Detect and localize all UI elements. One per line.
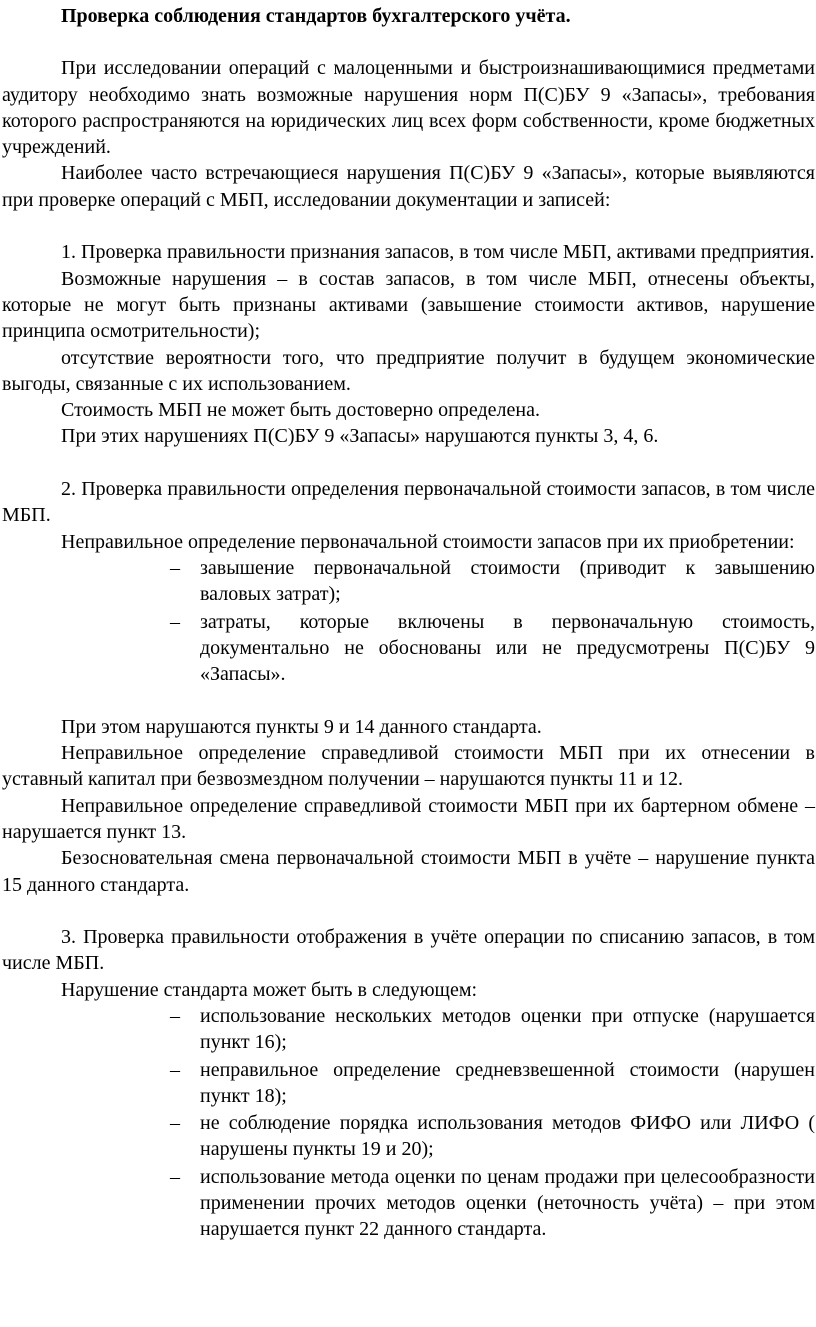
- section-1-paragraph: отсутствие вероятности того, что предприятие получит в будущем экономические выгоды, связанные с их использованием.: [2, 346, 815, 395]
- dash-bullet-icon: –: [170, 1058, 180, 1081]
- intro-paragraph-2: Наиболее часто встречающиеся нарушения П(С)БУ 9 «Запасы», которые выявляются при проверке операций с МБП, исследовании документации и записей:: [2, 162, 815, 211]
- section-1-paragraph: Возможные нарушения – в состав запасов, в том числе МБП, отнесены объекты, которые не могут быть признаны активами (завышение стоимости активов, нарушение принципа осмотрительности);: [2, 267, 815, 343]
- dash-bullet-icon: –: [170, 1112, 180, 1135]
- section-3-heading: 3. Проверка правильности отображения в учёте операции по списанию запасов, в том числе МБП.: [2, 926, 815, 975]
- section-1-heading: 1. Проверка правильности признания запасов, в том числе МБП, активами предприятия.: [61, 241, 815, 264]
- list-item-text: не соблюдение порядка использования методов ФИФО или ЛИФО ( нарушены пункты 19 и 20);: [200, 1112, 815, 1161]
- list-item-text: затраты, которые включены в первоначальную стоимость, документально не обоснованы или не предусмотрены П(С)БУ 9 «Запасы».: [200, 610, 815, 686]
- section-3-lead: Нарушение стандарта может быть в следующем:: [61, 978, 478, 1001]
- list-item-text: использование нескольких методов оценки при отпуске (нарушается пункт 16);: [200, 1004, 815, 1054]
- list-item: [170, 555, 815, 608]
- list-item: [170, 1110, 815, 1163]
- list-item-text: неправильное определение средневзвешенной стоимости (нарушен пункт 18);: [200, 1058, 815, 1107]
- section-1-paragraph: При этих нарушениях П(С)БУ 9 «Запасы» нарушаются пункты 3, 4, 6.: [61, 425, 659, 448]
- section-2-heading: 2. Проверка правильности определения первоначальной стоимости запасов, в том числе МБП.: [2, 478, 815, 527]
- list-item: [170, 1003, 815, 1056]
- dash-bullet-icon: –: [170, 556, 180, 579]
- section-2-list: [2, 555, 815, 687]
- list-item: [170, 1164, 815, 1243]
- spacer: [2, 213, 815, 239]
- spacer: [2, 898, 815, 924]
- list-item: [170, 1057, 815, 1110]
- section-2-paragraph: Безосновательная смена первоначальной стоимости МБП в учёте – нарушение пункта 15 данного стандарта.: [2, 847, 815, 896]
- section-2-lead: Неправильное определение первоначальной стоимости запасов при их приобретении:: [61, 530, 795, 553]
- section-2-paragraph: При этом нарушаются пункты 9 и 14 данного стандарта.: [61, 715, 542, 738]
- document-page: [2, 3, 815, 1243]
- list-item-text: использование метода оценки по ценам продажи при целесообразности применении прочих методов оценки (неточность учёта) – при этом нарушается пункт 22 данного стандарта.: [200, 1165, 815, 1241]
- section-1-paragraph: Стоимость МБП не может быть достоверно определена.: [61, 399, 540, 422]
- spacer: [2, 450, 815, 476]
- spacer: [2, 687, 815, 713]
- dash-bullet-icon: –: [170, 610, 180, 633]
- dash-bullet-icon: –: [170, 1004, 180, 1027]
- document-title: Проверка соблюдения стандартов бухгалтерского учёта.: [61, 5, 571, 27]
- dash-bullet-icon: –: [170, 1165, 180, 1188]
- list-item-text: завышение первоначальной стоимости (приводит к завышению валовых затрат);: [200, 556, 815, 606]
- section-3-list: [2, 1003, 815, 1243]
- list-item: [170, 609, 815, 688]
- intro-paragraph-1: При исследовании операций с малоценными и быстроизнашивающимися предметами аудитору необходимо знать возможные нарушения норм П(С)БУ 9 «Запасы», требования которого распространяются на юридических лиц всех форм собственности, кроме бюджетных учреждений.: [2, 57, 815, 159]
- section-2-paragraph: Неправильное определение справедливой стоимости МБП при их бартерном обмене – нарушается пункт 13.: [2, 794, 815, 843]
- section-2-paragraph: Неправильное определение справедливой стоимости МБП при их отнесении в уставный капитал при безвозмездном получении – нарушаются пункты 11 и 12.: [2, 742, 815, 791]
